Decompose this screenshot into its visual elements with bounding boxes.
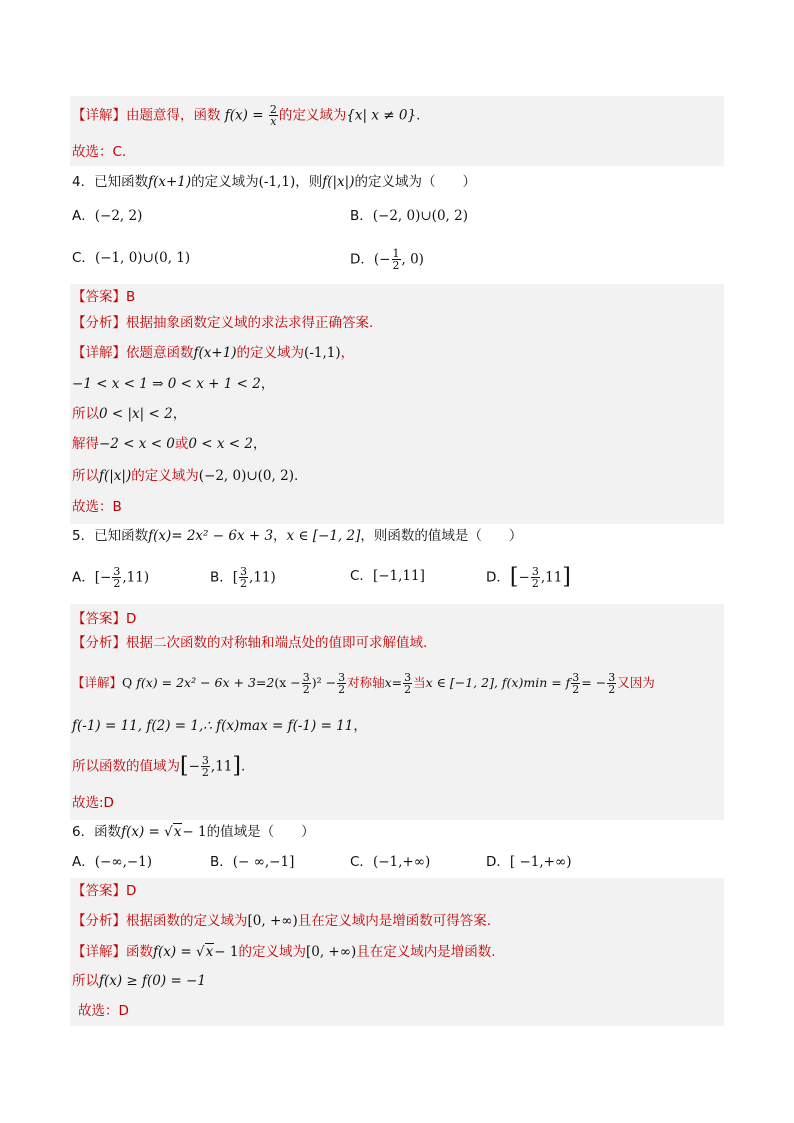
q6-line-2: 所以f(x) ≥ f(0) = −1 (72, 973, 206, 989)
q4-choice: 故选：B (72, 499, 122, 515)
q4-option-a: A．(−2, 2) (72, 208, 143, 224)
q4-stem: 4．已知函数f(x+1)的定义域为(-1,1)，则f(|x|)的定义域为（ ） (72, 174, 476, 190)
q5-answer: 【答案】D (72, 611, 137, 627)
q6-choice: 故选：D (78, 1003, 129, 1019)
fraction: $\frac{2}{x}$ (269, 103, 277, 128)
q6-option-b: B．(− ∞,−1] (210, 854, 295, 870)
q5-line-2: f(-1) = 11, f(2) = 1,∴ f(x)max = f(-1) = 11， (72, 718, 367, 734)
q4-analysis: 【分析】根据抽象函数定义域的求法求得正确答案. (72, 315, 374, 331)
q5-option-a: A．[− $\frac{3}{2}$ ,11) (72, 565, 150, 590)
q3-detail-line: 【详解】由题意得，函数 f(x) = $\frac{2}{x}$ 的定义域为{x| x ≠ 0}. (72, 103, 421, 128)
q6-option-d: D．[ −1,+∞) (486, 854, 572, 870)
q5-line-3: 所以函数的值域为[− $\frac{3}{2}$ ,11]. (72, 753, 246, 779)
q6-analysis: 【分析】根据函数的定义域为[0, +∞)且在定义域内是增函数可得答案. (72, 913, 492, 929)
q4-step-4: 所以f(|x|)的定义域为(−2, 0)∪(0, 2). (72, 468, 299, 484)
q6-detail: 【详解】函数f(x) = √x− 1的定义域为[0, +∞)且在定义域内是增函数. (72, 944, 496, 960)
q5-choice: 故选:D (72, 795, 114, 811)
q3-choice: 故选：C. (72, 144, 127, 160)
q4-option-d: D．(− $\frac{1}{2}$ , 0) (350, 247, 424, 272)
q6-option-a: A．(−∞,−1) (72, 854, 153, 870)
q6-option-c: C．(−1,+∞) (350, 854, 431, 870)
q5-detail: 【详解】Q f(x) = 2x² − 6x + 3=2(x − $\frac{3}{2}$ )² − $\frac{3}{2}$ 对称轴x= $\frac{3}{2}$ 当x ∈ [−1, 2], f(x)min = f $\frac{3}{2}$ = − $\frac{3}{2}$ 又因为 (72, 671, 655, 696)
q4-step-3: 解得−2 < x < 0或0 < x < 2， (72, 436, 267, 452)
q6-answer: 【答案】D (72, 883, 137, 899)
q4-option-c: C．(−1, 0)∪(0, 1) (72, 250, 191, 266)
q6-stem: 6．函数f(x) = √x− 1的值域是（ ） (72, 824, 315, 840)
q5-option-c: C．[−1,11] (350, 568, 425, 584)
detail-tag: 【详解】 (72, 107, 126, 124)
q5-option-b: B．[ $\frac{3}{2}$ ,11) (210, 565, 276, 590)
q4-step-1: −1 < x < 1 ⇒ 0 < x + 1 < 2， (72, 376, 275, 392)
q4-answer: 【答案】B (72, 289, 136, 305)
q5-stem: 5．已知函数f(x)= 2x² − 6x + 3，x ∈ [−1, 2]，则函数的值域是（ ） (72, 528, 523, 544)
q5-analysis: 【分析】根据二次函数的对称轴和端点处的值即可求解值域. (72, 635, 428, 651)
q4-option-b: B．(−2, 0)∪(0, 2) (350, 208, 468, 224)
q5-option-d: D．[− $\frac{3}{2}$ ,11] (486, 564, 571, 590)
q4-step-2: 所以0 < |x| < 2， (72, 406, 187, 422)
q4-detail: 【详解】依题意函数f(x+1)的定义域为(-1,1)， (72, 345, 355, 361)
